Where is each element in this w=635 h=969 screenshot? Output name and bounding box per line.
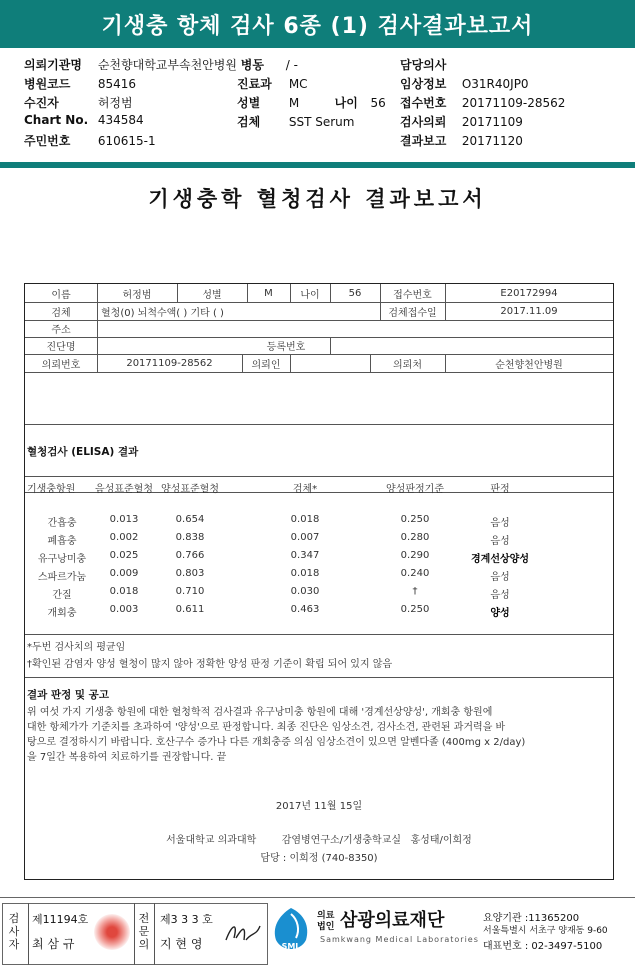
- code-label: 병원코드: [24, 77, 71, 91]
- inspector-vertical-label: 검사자: [8, 912, 20, 951]
- dept-value: MC: [288, 77, 308, 91]
- requester-label-cell: 의뢰인: [251, 359, 281, 371]
- elisa-cell-result: 음성: [490, 536, 510, 547]
- receipt-value: 20171109-28562: [461, 96, 566, 110]
- received-label-cell: 검체접수일: [388, 307, 437, 319]
- elisa-cell-cutoff: 0.290: [400, 550, 430, 561]
- chart-label: Chart No.: [24, 113, 89, 127]
- specialist-vertical-label: 전문의: [138, 912, 150, 951]
- signature-icon: [222, 918, 262, 948]
- request-value: 20171109: [461, 115, 523, 129]
- elisa-cell-antigen: 스파르가눔: [37, 572, 87, 583]
- inspector-license-no: 제11194호: [32, 913, 89, 926]
- hospital-row: [24, 56, 298, 73]
- elisa-cell-antigen: 폐흡충: [47, 536, 77, 547]
- elisa-note-2: †확인된 감염자 양성 혈청이 많지 않아 정확한 양성 판정 기준이 확립 되어 있지 않음: [27, 659, 393, 670]
- footer-divider: [0, 897, 635, 898]
- report-value: 20171120: [461, 134, 523, 148]
- report-label: 결과보고: [400, 134, 447, 148]
- conclusion-title: 결과 판정 및 공고: [27, 689, 109, 701]
- elisa-note-1: *두번 검사치의 평균임: [27, 642, 126, 653]
- patient-row: [24, 94, 133, 111]
- contact: 담당 : 이희정 (740-8350): [260, 853, 378, 864]
- col-result: 판정: [490, 484, 510, 495]
- hospital-label: 의뢰기관명: [24, 58, 82, 72]
- rrn-label: 주민번호: [24, 134, 71, 148]
- inspector-name: 최 삼 규: [32, 937, 75, 951]
- age-label: 나이: [334, 96, 358, 110]
- patient-label: 수진자: [24, 96, 59, 110]
- specialist-license-no: 제3 3 3 호: [160, 913, 213, 926]
- received-value-cell: 2017.11.09: [500, 305, 558, 317]
- logo-text: SML: [281, 942, 301, 951]
- clinical-row: [400, 75, 529, 92]
- elisa-cell-neg: 0.025: [109, 550, 139, 561]
- elisa-cell-pos: 0.838: [175, 532, 205, 543]
- address-label-cell: 주소: [51, 325, 71, 336]
- report-date: 2017년 11월 15일: [275, 801, 363, 812]
- receipt-label-cell: 접수번호: [393, 289, 432, 301]
- institution: 서울대학교 의과대학 감염병연구소/기생충학교실 홍성태/이희정: [166, 835, 472, 846]
- code-row: [24, 75, 136, 92]
- requester-org-label-cell: 의뢰처: [393, 359, 422, 371]
- chart-value: 434584: [97, 113, 144, 127]
- doctor-label: 담당의사: [400, 58, 447, 72]
- elisa-cell-neg: 0.009: [109, 568, 139, 579]
- conclusion-line-1: 위 여섯 가지 기생충 항원에 대한 혈청학적 검사결과 유구낭미충 항원에 대해 '경계선상양성', 개회충 항원에: [27, 707, 493, 718]
- col-negative: 음성표준혈청: [95, 484, 153, 495]
- corp-english-name: Samkwang Medical Laboratories: [320, 935, 479, 944]
- diagnosis-label-cell: 진단명: [46, 342, 76, 353]
- elisa-cell-result: 양성: [490, 608, 510, 619]
- elisa-cell-neg: 0.013: [109, 514, 139, 525]
- elisa-cell-result: 음성: [490, 518, 510, 529]
- request-label: 검사의뢰: [400, 115, 447, 129]
- corp-label-top: 의료: [317, 911, 335, 921]
- report-date-row: [400, 132, 523, 149]
- divider-line: [0, 162, 635, 168]
- chart-row: [24, 113, 144, 127]
- elisa-cell-sample: 0.007: [290, 532, 320, 543]
- request-row: [400, 113, 523, 130]
- specimen-value-cell: 혈청(0) 뇌척수액( ) 기타 ( ): [101, 307, 224, 319]
- elisa-cell-sample: 0.347: [290, 550, 320, 561]
- code-value: 85416: [97, 77, 137, 91]
- elisa-cell-cutoff: 0.240: [400, 568, 430, 579]
- conclusion-line-2: 대한 항체가가 기준치를 초과하여 '양성'으로 판정합니다. 최종 진단은 임상소견, 검사소견, 관련된 과거력을 바: [27, 722, 506, 733]
- elisa-cell-pos: 0.611: [175, 604, 205, 615]
- sex-value: M: [288, 96, 300, 110]
- corp-label-bottom: 법인: [317, 922, 335, 932]
- elisa-cell-pos: 0.654: [175, 514, 205, 525]
- receipt-value-cell: E20172994: [500, 287, 558, 299]
- age-value-cell: 56: [348, 287, 362, 299]
- sex-value-cell: M: [264, 287, 273, 299]
- hospital-value: 순천향대학교부속천안병원: [97, 58, 237, 72]
- request-no-value-cell: 20171109-28562: [126, 357, 213, 369]
- corp-type-label: [317, 911, 334, 933]
- conclusion-line-4: 을 7일간 복용하여 치료하기를 권장합니다. 끝: [27, 752, 227, 763]
- elisa-cell-antigen: 유구낭미충: [37, 554, 87, 565]
- elisa-cell-cutoff: 0.250: [400, 514, 430, 525]
- receipt-row: [400, 94, 565, 111]
- report-title-bar: [0, 0, 635, 48]
- elisa-cell-result: 경계선상양성: [471, 554, 529, 565]
- elisa-cell-cutoff: 0.280: [400, 532, 430, 543]
- rrn-row: [24, 132, 156, 149]
- request-no-label-cell: 의뢰번호: [41, 359, 81, 371]
- elisa-cell-sample: 0.030: [290, 586, 320, 597]
- inspector-seal-icon: [94, 914, 130, 950]
- corp-phone: 대표번호 : 02-3497-5100: [483, 941, 603, 952]
- elisa-cell-antigen: 개회충: [47, 608, 77, 619]
- name-label: 이름: [51, 289, 71, 301]
- elisa-cell-cutoff: 0.250: [400, 604, 430, 615]
- elisa-cell-sample: 0.018: [290, 568, 320, 579]
- specimen-row: [237, 113, 354, 130]
- elisa-cell-neg: 0.018: [109, 586, 139, 597]
- sex-label-cell: 성별: [202, 289, 222, 301]
- elisa-cell-pos: 0.710: [175, 586, 205, 597]
- elisa-cell-pos: 0.766: [175, 550, 205, 561]
- requester-org-value-cell: 순천향천안병원: [495, 359, 563, 371]
- clinical-value: O31R40JP0: [461, 77, 529, 91]
- patient-value: 허정범: [97, 96, 133, 110]
- ward-value: / -: [285, 58, 298, 72]
- specialist-name: 지 현 영: [160, 937, 203, 951]
- report-frame: [24, 283, 614, 880]
- conclusion-line-3: 탕으로 결정하시기 바랍니다. 호산구수 증가나 다른 개회충증 의심 임상소견이 있으면 알벤다졸 (400mg x 2/day): [27, 737, 526, 748]
- dept-row: [237, 75, 308, 92]
- elisa-title: 혈청검사 (ELISA) 결과: [27, 446, 139, 458]
- name-value: 허정범: [122, 289, 152, 301]
- elisa-cell-neg: 0.002: [109, 532, 139, 543]
- doctor-row: [400, 56, 446, 73]
- sex-label: 성별: [237, 96, 261, 110]
- elisa-cell-pos: 0.803: [175, 568, 205, 579]
- elisa-cell-cutoff: †: [412, 586, 418, 597]
- age-value: 56: [370, 96, 386, 110]
- corp-address: 서울특별시 서초구 양재동 9-60: [483, 926, 608, 936]
- elisa-cell-result: 음성: [490, 572, 510, 583]
- specimen-label: 검체: [237, 115, 261, 129]
- elisa-cell-sample: 0.463: [290, 604, 320, 615]
- sex-age-row: [237, 94, 386, 111]
- elisa-cell-result: 음성: [490, 590, 510, 601]
- elisa-cell-sample: 0.018: [290, 514, 320, 525]
- clinical-label: 임상정보: [400, 77, 447, 91]
- regno-label-cell: 등록번호: [266, 342, 306, 353]
- rrn-value: 610615-1: [97, 134, 156, 148]
- elisa-cell-antigen: 간질: [52, 590, 72, 601]
- col-positive: 양성표준혈청: [161, 484, 219, 495]
- elisa-cell-antigen: 간흡충: [47, 518, 77, 529]
- specimen-label-cell: 검체: [51, 307, 71, 319]
- specimen-value: SST Serum: [288, 115, 355, 129]
- col-antigen: 기생충항원: [27, 484, 76, 495]
- dept-label: 진료과: [237, 77, 272, 91]
- corp-name: 삼광의료재단: [340, 910, 445, 931]
- receipt-label: 접수번호: [400, 96, 447, 110]
- page-title: 기생충 항체 검사 6종 (1) 검사결과보고서: [101, 13, 534, 39]
- ward-label: 병동: [240, 58, 264, 72]
- org-code: 요양기관 :11365200: [483, 913, 580, 924]
- elisa-cell-neg: 0.003: [109, 604, 139, 615]
- report-heading: 기생충학 혈청검사 결과보고서: [148, 186, 487, 211]
- col-cutoff: 양성판정기준: [386, 484, 444, 495]
- age-label-cell: 나이: [300, 289, 320, 301]
- col-sample: 검체*: [292, 484, 318, 495]
- sml-logo-icon: [270, 906, 312, 954]
